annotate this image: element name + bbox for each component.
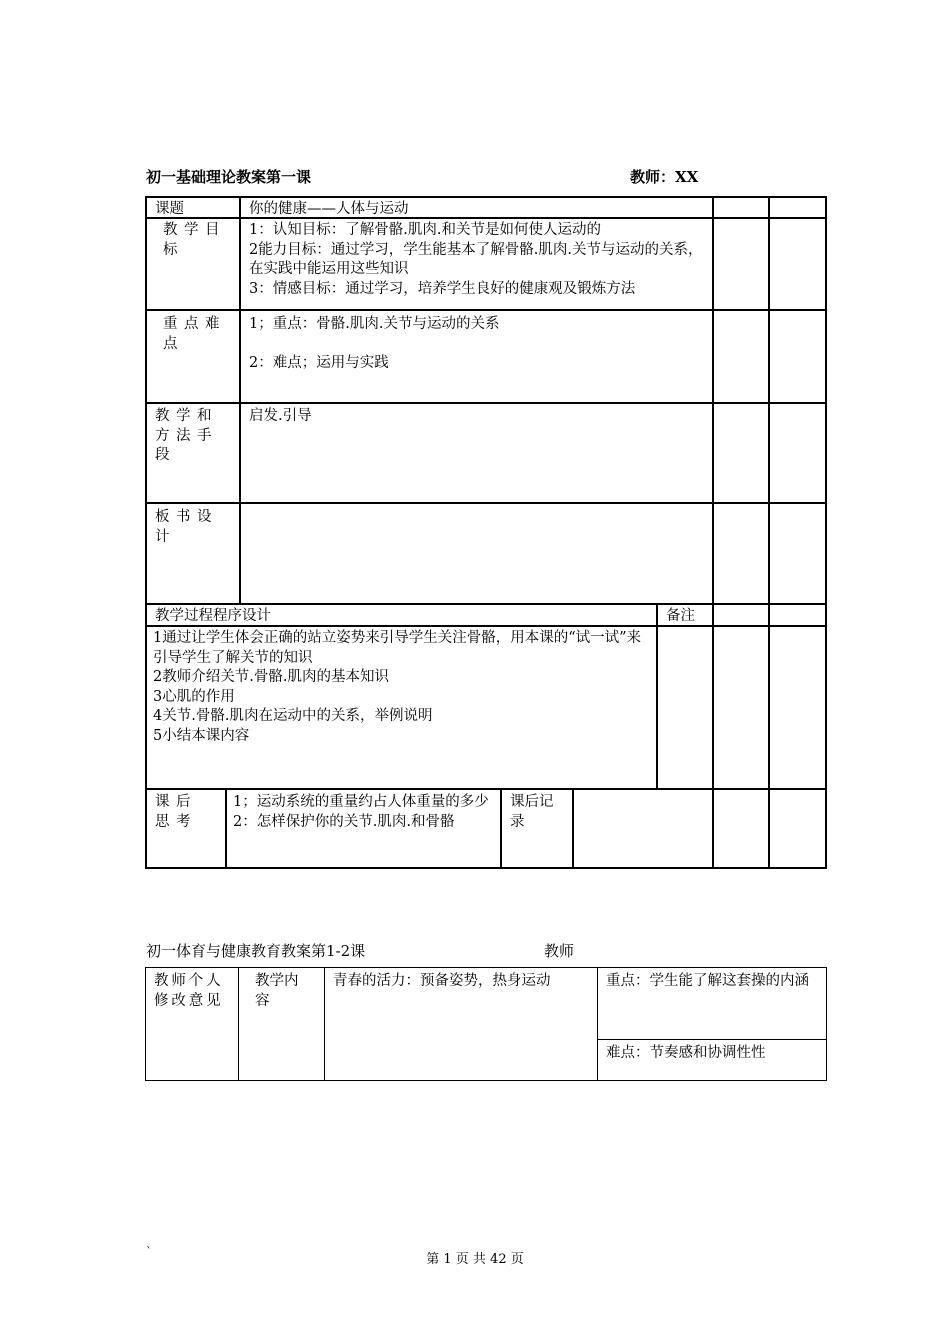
goals-list [241, 219, 712, 301]
page-number: 第 1 页 共 42 页 [426, 1252, 524, 1267]
reflection-content [227, 791, 500, 834]
process-step: 5小结本课内容 [153, 727, 250, 744]
method-value: 启发.引导 [249, 408, 312, 424]
process-step: 1通过让学生体会正确的站立姿势来引导学生关注骨骼，用本课的“试一试”来引导学生了解关节的知识 [153, 630, 642, 666]
reflection-item: 1；运动系统的重量约占人体重量的多少 [233, 794, 489, 810]
difficulty-text: 2：难点；运用与实践 [249, 354, 389, 371]
content-label: 教学内容 [255, 973, 299, 1009]
remarks-label: 备注 [666, 608, 695, 624]
lesson1-title: 初一基础理论教案第一课 [146, 168, 312, 186]
lesson2-keypoint: 重点：学生能了解这套操的内涵 [606, 973, 809, 989]
keypoint-text: 1；重点：骨骼.肌肉.关节与运动的关系 [249, 316, 500, 332]
lesson2-difficulty: 难点：节奏感和协调性性 [606, 1045, 766, 1061]
goal-item: 3：情感目标：通过学习，培养学生良好的健康观及锻炼方法 [249, 280, 636, 297]
reflection-label: 课后思考 [155, 794, 198, 830]
process-step: 2教师介绍关节.骨骼.肌肉的基本知识 [153, 669, 389, 685]
revision-label: 教师个人修改意见 [154, 973, 224, 1009]
process-steps [147, 627, 656, 748]
goal-item: 2能力目标：通过学习，学生能基本了解骨骼.肌肉.关节与运动的关系，在实践中能运用这些知识 [249, 241, 703, 277]
topic-value: 你的健康——人体与运动 [249, 201, 409, 217]
footer-mark: ` [146, 1245, 152, 1259]
record-label: 课后记录 [510, 794, 554, 830]
content-value: 青春的活力：预备姿势，热身运动 [333, 973, 551, 989]
board-label: 板书设计 [155, 509, 219, 545]
process-step: 3心肌的作用 [153, 688, 235, 705]
lesson1-teacher: 教师：XX [630, 168, 699, 186]
topic-label: 课题 [155, 201, 184, 217]
goal-item: 1：认知目标：了解骨骼.肌肉.和关节是如何使人运动的 [249, 222, 601, 238]
process-step: 4关节.骨骼.肌肉在运动中的关系，举例说明 [153, 708, 433, 724]
method-label: 教学和方法手段 [155, 408, 219, 463]
keypoints-label: 重点难点 [163, 316, 227, 352]
lesson2-title: 初一体育与健康教育教案第1-2课 [146, 942, 366, 960]
process-label: 教学过程程序设计 [155, 608, 271, 624]
reflection-item: 2：怎样保护你的关节.肌肉.和骨骼 [233, 813, 455, 830]
goals-label: 教学目标 [163, 222, 227, 258]
lesson2-teacher: 教师 [544, 942, 575, 960]
keypoints-content [241, 313, 712, 375]
